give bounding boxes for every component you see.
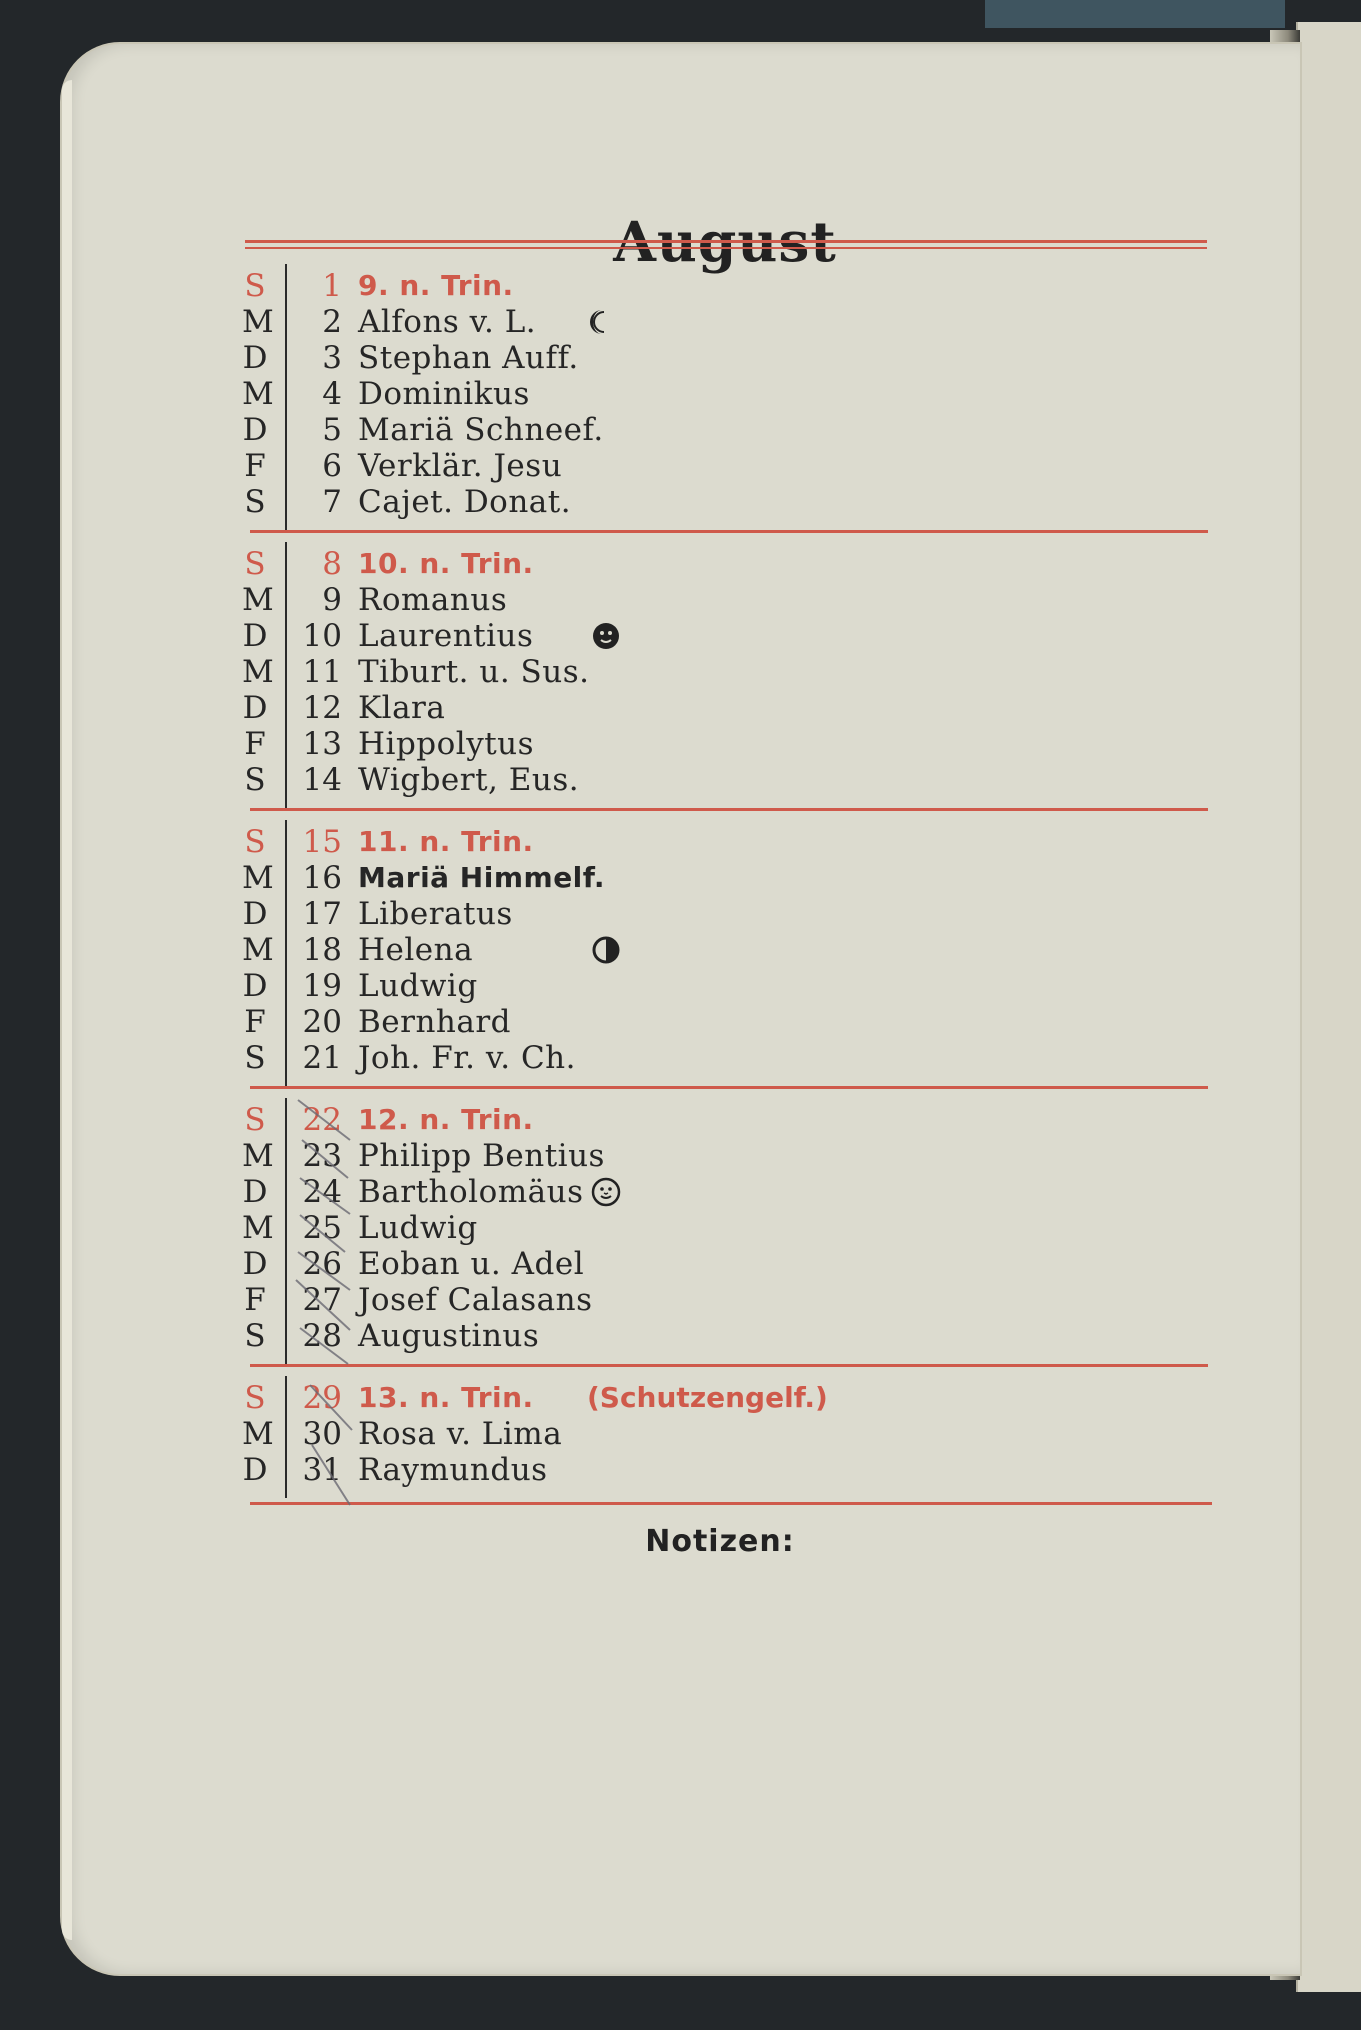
- sunday-title: 10. n. Trin.: [358, 547, 534, 580]
- saint-name: Eoban u. Adel: [358, 1246, 585, 1282]
- weekday-letter: M: [242, 1416, 274, 1452]
- saint-name: Ludwig: [358, 968, 478, 1004]
- saint-name: Augustinus: [358, 1318, 540, 1354]
- day-number: 30: [302, 1416, 342, 1452]
- weekday-letter: M: [242, 1138, 274, 1174]
- day-number: 5: [322, 412, 342, 448]
- day-number: 15: [302, 824, 342, 860]
- day-number: 18: [302, 932, 342, 968]
- day-number: 25: [302, 1210, 342, 1246]
- day-number: 24: [302, 1174, 342, 1210]
- day-number: 27: [302, 1282, 342, 1318]
- weekday-letter: F: [244, 448, 266, 484]
- saint-name: Tiburt. u. Sus.: [358, 654, 590, 690]
- day-number: 19: [302, 968, 342, 1004]
- day-number: 13: [302, 726, 342, 762]
- weekday-letter: S: [244, 484, 266, 520]
- saint-name: Bartholomäus: [358, 1174, 584, 1210]
- saint-name: Joh. Fr. v. Ch.: [358, 1040, 576, 1076]
- sunday-title: 12. n. Trin.: [358, 1103, 534, 1136]
- saint-name: Helena: [358, 932, 474, 968]
- saint-name: Klara: [358, 690, 446, 726]
- day-number: 16: [302, 860, 342, 896]
- saint-name: Philipp Bentius: [358, 1138, 605, 1174]
- day-number: 4: [322, 376, 342, 412]
- saint-name: Verklär. Jesu: [358, 448, 563, 484]
- weekday-letter: M: [242, 304, 274, 340]
- day-number: 14: [302, 762, 342, 798]
- weekday-letter: D: [242, 412, 268, 448]
- saint-name: Liberatus: [358, 896, 513, 932]
- weekday-letter: D: [242, 968, 268, 1004]
- saint-name: Rosa v. Lima: [358, 1416, 563, 1452]
- weekday-letter: M: [242, 932, 274, 968]
- day-number: 2: [322, 304, 342, 340]
- day-number: 9: [322, 582, 342, 618]
- sunday-title: 9. n. Trin.: [358, 269, 514, 302]
- notes-label: Notizen:: [645, 1524, 795, 1559]
- saint-name: Wigbert, Eus.: [358, 762, 580, 798]
- weekday-letter: M: [242, 654, 274, 690]
- weekday-letter: F: [244, 1004, 266, 1040]
- weekday-letter: S: [244, 546, 266, 582]
- weekday-letter: S: [244, 1380, 266, 1416]
- day-number: 11: [302, 654, 342, 690]
- saint-name: Hippolytus: [358, 726, 535, 762]
- day-number: 10: [302, 618, 342, 654]
- saint-name: Cajet. Donat.: [358, 484, 572, 520]
- weekday-letter: M: [242, 1210, 274, 1246]
- weekday-letter: S: [244, 1040, 266, 1076]
- sunday-title: 11. n. Trin.: [358, 825, 534, 858]
- weekday-letter: S: [244, 824, 266, 860]
- day-number: 7: [322, 484, 342, 520]
- feast-note: (Schutzengelf.): [587, 1381, 828, 1414]
- weekday-letter: D: [242, 690, 268, 726]
- saint-name: Josef Calasans: [358, 1282, 593, 1318]
- weekday-letter: D: [242, 618, 268, 654]
- day-number: 12: [302, 690, 342, 726]
- weekday-letter: D: [242, 340, 268, 376]
- saint-name: Alfons v. L.: [358, 304, 537, 340]
- day-number: 31: [302, 1452, 342, 1488]
- saint-name: Mariä Himmelf.: [358, 861, 606, 894]
- saint-name: Romanus: [358, 582, 508, 618]
- sunday-title: 13. n. Trin.: [358, 1381, 534, 1414]
- saint-name: Ludwig: [358, 1210, 478, 1246]
- weekday-letter: F: [244, 1282, 266, 1318]
- saint-name: Raymundus: [358, 1452, 548, 1488]
- weekday-letter: S: [244, 1318, 266, 1354]
- weekday-letter: D: [242, 896, 268, 932]
- weekday-letter: S: [244, 762, 266, 798]
- weekday-letter: D: [242, 1452, 268, 1488]
- day-number: 28: [302, 1318, 342, 1354]
- day-number: 8: [322, 546, 342, 582]
- day-number: 1: [322, 268, 342, 304]
- saint-name: Laurentius: [358, 618, 534, 654]
- day-number: 23: [302, 1138, 342, 1174]
- weekday-letter: S: [244, 268, 266, 304]
- saint-name: Bernhard: [358, 1004, 512, 1040]
- weekday-letter: D: [242, 1174, 268, 1210]
- day-number: 6: [322, 448, 342, 484]
- weekday-letter: M: [242, 376, 274, 412]
- weekday-letter: D: [242, 1246, 268, 1282]
- weekday-letter: M: [242, 860, 274, 896]
- day-number: 17: [302, 896, 342, 932]
- weekday-letter: S: [244, 1102, 266, 1138]
- saint-name: Stephan Auff.: [358, 340, 579, 376]
- page-title: August: [613, 208, 837, 274]
- day-number: 20: [302, 1004, 342, 1040]
- day-number: 22: [302, 1102, 342, 1138]
- day-number: 3: [322, 340, 342, 376]
- weekday-letter: F: [244, 726, 266, 762]
- day-number: 29: [302, 1380, 342, 1416]
- weekday-letter: M: [242, 582, 274, 618]
- saint-name: Mariä Schneef.: [358, 412, 604, 448]
- day-number: 21: [302, 1040, 342, 1076]
- day-number: 26: [302, 1246, 342, 1282]
- saint-name: Dominikus: [358, 376, 530, 412]
